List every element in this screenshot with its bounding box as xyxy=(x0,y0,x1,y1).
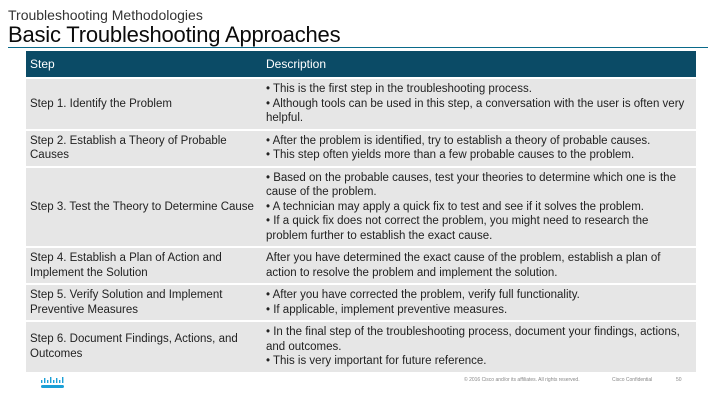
description-line: • After the problem is identified, try to establish a theory of probable causes. xyxy=(266,134,651,147)
step-cell: Step 3. Test the Theory to Determine Cause xyxy=(26,166,262,247)
troubleshooting-steps-table xyxy=(26,51,696,372)
description-line: • A technician may apply a quick fix to test and see if it solves the problem. xyxy=(266,200,644,213)
description-line: • In the final step of the troubleshooting process, document your findings, actions, and outcomes. xyxy=(266,326,680,353)
table-row xyxy=(26,283,696,320)
step-cell: Step 6. Document Findings, Actions, and Outcomes xyxy=(26,320,262,372)
description-cell xyxy=(262,166,696,247)
step-cell: Step 1. Identify the Problem xyxy=(26,77,262,129)
table-row xyxy=(26,77,696,129)
column-header-step: Step xyxy=(26,51,262,77)
table-header-row xyxy=(26,51,696,77)
description-line: • This step often yields more than a few probable causes to the problem. xyxy=(266,149,635,161)
description-line: • If a quick fix does not correct the problem, you might need to research the problem further to establish the exact cause. xyxy=(266,215,649,242)
slide-supertitle: Troubleshooting Methodologies xyxy=(8,7,203,23)
description-cell xyxy=(262,246,696,283)
description-line: • After you have corrected the problem, verify full functionality. xyxy=(266,289,580,301)
description-line: • If applicable, implement preventive measures. xyxy=(266,303,508,316)
description-line: • This is the first step in the troubleshooting process. xyxy=(266,83,532,95)
footer-page-number: 50 xyxy=(676,377,682,383)
footer-copyright: © 2016 Cisco and/or its affiliates. All rights reserved. xyxy=(464,377,580,383)
step-cell: Step 2. Establish a Theory of Probable Causes xyxy=(26,129,262,166)
slide-title: Basic Troubleshooting Approaches xyxy=(8,22,341,47)
step-cell: Step 5. Verify Solution and Implement Preventive Measures xyxy=(26,283,262,320)
description-line: • Although tools can be used in this step, a conversation with the user is often very helpful. xyxy=(266,97,685,124)
description-cell xyxy=(262,320,696,372)
footer-classification: Cisco Confidential xyxy=(612,377,653,383)
table-row xyxy=(26,320,696,372)
column-header-description: Description xyxy=(262,51,696,77)
step-cell: Step 4. Establish a Plan of Action and Implement the Solution xyxy=(26,246,262,283)
table-row xyxy=(26,166,696,247)
description-line: • Based on the probable causes, test your theories to determine which one is the cause of the problem. xyxy=(266,171,676,198)
cisco-logo-icon xyxy=(40,377,66,389)
description-cell xyxy=(262,77,696,129)
title-divider xyxy=(8,47,708,48)
description-cell xyxy=(262,129,696,166)
table-row xyxy=(26,129,696,166)
description-line: After you have determined the exact cause of the problem, establish a plan of action to resolve the problem and implement the solution. xyxy=(266,252,661,279)
description-cell xyxy=(262,283,696,320)
table-row xyxy=(26,246,696,283)
description-line: • This is very important for future reference. xyxy=(266,355,487,367)
